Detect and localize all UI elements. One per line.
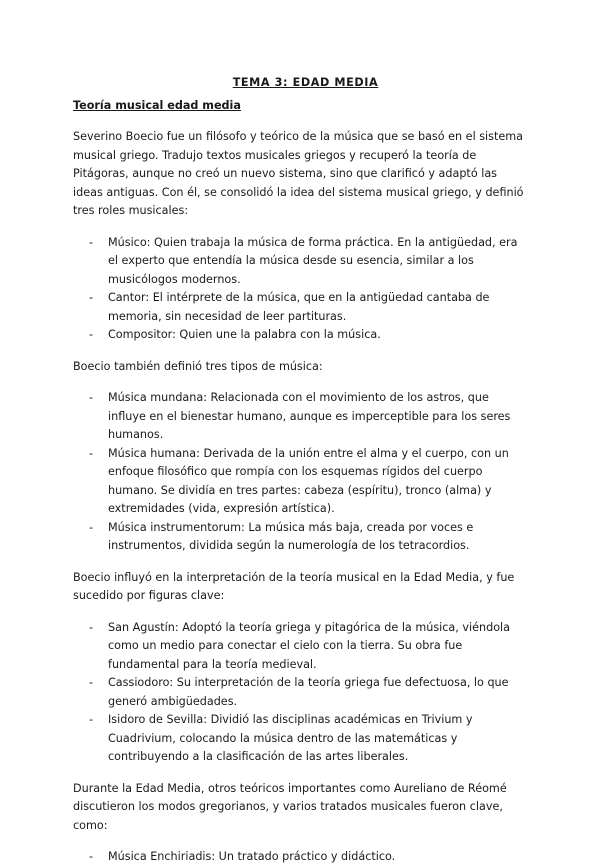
list-item: - Música instrumentorum: La música más baja, creada por voces e instrumentos, dividida según la numerología de los tetracordios. [89, 519, 530, 556]
list-item: - Música humana: Derivada de la unión entre el alma y el cuerpo, con un enfoque filosófico que rompía con los esquemas rígidos del cuerpo humano. Se dividía en tres partes: cabeza (espíritu), tronco (alma) y extremidades (vida, expresión artística). [89, 445, 530, 519]
music-types-list [73, 389, 530, 556]
roles-list [73, 234, 530, 345]
list-item: - Compositor: Quien une la palabra con la música. [89, 326, 530, 345]
section-heading: Teoría musical edad media [73, 98, 241, 112]
list-item: - Música mundana: Relacionada con el movimiento de los astros, que influye en el bienestar humano, aunque es imperceptible para los seres humanos. [89, 389, 530, 445]
key-figures-list [73, 619, 530, 767]
treatises-list [73, 848, 530, 867]
music-types-paragraph: Boecio también definió tres tipos de música: [73, 359, 323, 373]
list-item: - Cassiodoro: Su interpretación de la teoría griega fue defectuosa, lo que generó ambigüedades. [89, 674, 530, 711]
list-item: - San Agustín: Adoptó la teoría griega y pitagórica de la música, viéndola como un medio para conectar el cielo con la tierra. Su obra fue fundamental para la teoría medieval. [89, 619, 530, 675]
influence-paragraph: Boecio influyó en la interpretación de la teoría musical en la Edad Media, y fue sucedido por figuras clave: [73, 570, 515, 602]
intro-paragraph: Severino Boecio fue un filósofo y teórico de la música que se basó en el sistema musical griego. Tradujo textos musicales griegos y recuperó la teoría de Pitágoras, aunque no creó un nuevo sistema, sino que clarificó y adaptó las ideas antiguas. Con él, se consolidó la idea del sistema musical griego, y definió tres roles musicales: [73, 130, 524, 217]
page-title: TEMA 3: EDAD MEDIA [232, 76, 379, 89]
list-item: - Isidoro de Sevilla: Dividió las disciplinas académicas en Trivium y Cuadrivium, colocando la música dentro de las matemáticas y contribuyendo a la clasificación de las artes liberales. [89, 711, 530, 767]
list-item: - Cantor: El intérprete de la música, que en la antigüedad cantaba de memoria, sin necesidad de leer partituras. [89, 289, 530, 326]
list-item: - Música Enchiriadis: Un tratado práctico y didáctico. [89, 848, 530, 867]
list-item: - Músico: Quien trabaja la música de forma práctica. En la antigüedad, era el experto que entendía la música desde su esencia, similar a los musicólogos modernos. [89, 234, 530, 290]
middle-ages-paragraph: Durante la Edad Media, otros teóricos importantes como Aureliano de Réomé discutieron los modos gregorianos, y varios tratados musicales fueron clave, como: [73, 781, 507, 832]
